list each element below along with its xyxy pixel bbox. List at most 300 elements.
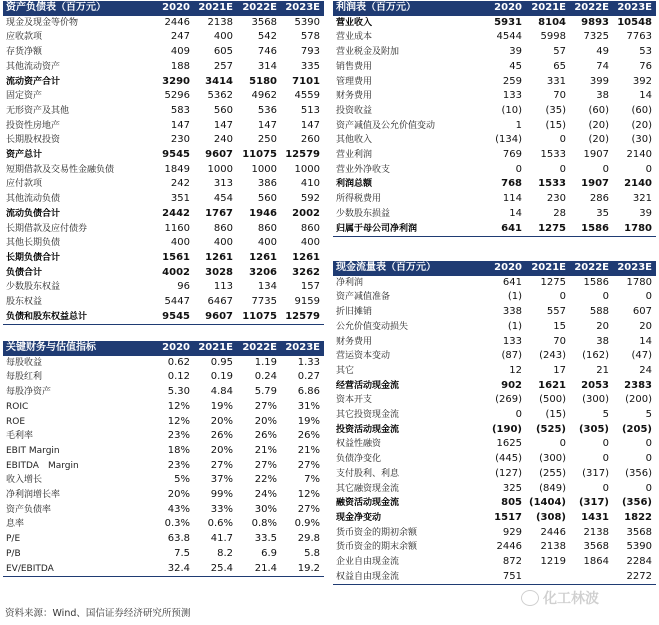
row-value: 1780 xyxy=(613,222,656,237)
row-value: 513 xyxy=(300,104,320,116)
row-value: 18% xyxy=(167,444,190,456)
row-label: 每股红利 xyxy=(6,372,43,383)
year-header: 2020 xyxy=(152,1,194,16)
row-label: 其他长期负债 xyxy=(6,238,61,249)
row-value: 0.24 xyxy=(254,371,277,383)
row-value: 3290 xyxy=(162,75,190,87)
row-value: 0.12 xyxy=(167,371,190,383)
row-value: 21% xyxy=(254,444,277,456)
row-value: 557 xyxy=(546,306,566,318)
row-value: 11075 xyxy=(237,310,281,325)
row-value: 2053 xyxy=(581,379,609,391)
table-row xyxy=(3,251,324,266)
row-label: 现金及现金等价物 xyxy=(6,17,79,28)
row-value: 27% xyxy=(297,459,320,471)
table-row xyxy=(3,222,324,237)
row-value: 392 xyxy=(632,75,652,87)
row-value: 400 xyxy=(300,237,320,249)
row-label: 营业成本 xyxy=(336,32,373,43)
row-value: 5.8 xyxy=(304,547,320,559)
income-statement-body xyxy=(333,16,656,237)
row-value xyxy=(526,570,570,585)
table-row xyxy=(3,89,324,104)
row-value: 3568 xyxy=(626,526,652,538)
row-value: 5180 xyxy=(249,75,277,87)
row-value: 3568 xyxy=(583,541,609,553)
table-row xyxy=(333,163,656,178)
table-row xyxy=(333,320,656,335)
table-row xyxy=(3,30,324,45)
table-row xyxy=(333,207,656,222)
row-value: 12 xyxy=(509,364,522,376)
row-label: 所得税费用 xyxy=(336,194,382,205)
year-header: 2022E xyxy=(570,1,613,16)
row-value: 751 xyxy=(484,570,526,585)
row-value: 4002 xyxy=(162,266,190,278)
table-row xyxy=(3,133,324,148)
table-row xyxy=(333,408,656,423)
row-value: (60) xyxy=(631,104,652,116)
row-label: 长期借款及应付债券 xyxy=(6,223,88,234)
row-value: 313 xyxy=(213,178,233,190)
row-value: 43% xyxy=(167,503,190,515)
table-row xyxy=(3,266,324,281)
row-value: 96 xyxy=(177,281,190,293)
row-value: 25.4 xyxy=(194,562,237,577)
table-row xyxy=(3,562,324,577)
row-value: 19.2 xyxy=(281,562,324,577)
source-note: 资料来源：Wind、国信证券经济研究所预测 xyxy=(5,608,191,619)
table-title: 资产负债表（百万元） xyxy=(3,1,152,16)
row-value: 542 xyxy=(257,31,277,43)
row-value: 2138 xyxy=(540,541,566,553)
row-value: 114 xyxy=(502,193,522,205)
row-value: (134) xyxy=(495,134,522,146)
row-value: 2138 xyxy=(207,16,233,28)
table-row xyxy=(3,385,324,400)
row-value: 26% xyxy=(210,430,233,442)
row-value: 929 xyxy=(502,526,522,538)
row-value: 331 xyxy=(546,75,566,87)
table-row xyxy=(3,400,324,415)
row-value: 29.8 xyxy=(297,533,320,545)
row-value: 10548 xyxy=(617,16,652,28)
row-value: 27% xyxy=(254,459,277,471)
row-value: 286 xyxy=(589,193,609,205)
row-value: 769 xyxy=(502,149,522,161)
row-value: (35) xyxy=(545,104,566,116)
row-value: 230 xyxy=(546,193,566,205)
row-value: 2140 xyxy=(626,149,652,161)
row-value: 19% xyxy=(297,415,320,427)
row-value: 5998 xyxy=(540,31,566,43)
row-label: 负债净变化 xyxy=(336,454,382,465)
table-row xyxy=(3,177,324,192)
row-value: (1404) xyxy=(529,497,566,509)
row-value: 26% xyxy=(254,430,277,442)
row-label: 无形资产及其他 xyxy=(6,105,70,116)
row-value: 400 xyxy=(213,31,233,43)
row-value: 19% xyxy=(210,400,233,412)
row-value: 26% xyxy=(297,430,320,442)
key-ratios-header xyxy=(3,341,324,356)
row-value: 39 xyxy=(639,207,652,219)
table-row xyxy=(333,437,656,452)
row-value: 49 xyxy=(596,46,609,58)
row-value: 0.19 xyxy=(210,371,233,383)
row-value: 641 xyxy=(502,276,522,288)
row-label: P/E xyxy=(6,534,21,545)
row-value: 5390 xyxy=(626,541,652,553)
row-label: 公允价值变动损失 xyxy=(336,321,409,332)
row-value: 0 xyxy=(559,134,566,146)
row-value: 20% xyxy=(254,415,277,427)
year-header: 2021E xyxy=(194,1,237,16)
row-value: 0 xyxy=(602,163,609,175)
row-value: 2446 xyxy=(540,526,566,538)
table-row xyxy=(333,393,656,408)
row-value: 1 xyxy=(515,119,522,131)
row-label: 每股收益 xyxy=(6,357,43,368)
row-value: 5931 xyxy=(494,16,522,28)
row-label: 货币资金的期初余额 xyxy=(336,527,418,538)
table-row xyxy=(3,192,324,207)
table-row xyxy=(333,540,656,555)
row-value: 1849 xyxy=(164,163,190,175)
year-header: 2023E xyxy=(613,261,656,276)
table-row xyxy=(3,207,324,222)
row-label: P/B xyxy=(6,548,21,559)
row-value: 5390 xyxy=(294,16,320,28)
year-header: 2022E xyxy=(570,261,613,276)
row-value: 5 xyxy=(645,409,652,421)
row-label: 货币资金的期末余额 xyxy=(336,542,418,553)
row-value: (243) xyxy=(539,350,566,362)
row-label: 经营活动现金流 xyxy=(336,380,400,391)
table-row xyxy=(3,356,324,371)
row-label: 融资活动现金流 xyxy=(336,498,400,509)
table-title: 现金流量表（百万元） xyxy=(333,261,484,276)
row-value: 409 xyxy=(170,46,190,58)
row-value: 1261 xyxy=(249,251,277,263)
row-label: 其他收入 xyxy=(336,135,373,146)
row-value: 1000 xyxy=(251,163,277,175)
row-value: 4559 xyxy=(294,90,320,102)
table-row xyxy=(333,276,656,291)
table-row xyxy=(333,104,656,119)
row-value: 0.9% xyxy=(294,518,320,530)
row-value: 24% xyxy=(254,489,277,501)
row-value: (200) xyxy=(625,394,652,406)
row-value: 1822 xyxy=(624,511,652,523)
row-value: 0 xyxy=(602,291,609,303)
row-value: 2284 xyxy=(626,556,652,568)
table-row xyxy=(3,295,324,310)
row-value: 6.9 xyxy=(261,547,277,559)
row-value: 20% xyxy=(210,444,233,456)
row-value: 0.3% xyxy=(164,518,190,530)
table-row xyxy=(3,60,324,75)
row-value: 242 xyxy=(170,178,190,190)
row-value: 20% xyxy=(167,489,190,501)
row-value: 1.33 xyxy=(297,356,320,368)
row-label: EBITDA Margin xyxy=(6,460,79,471)
balance-sheet-body xyxy=(3,16,324,325)
row-value: 5.30 xyxy=(167,386,190,398)
row-label: 现金净变动 xyxy=(336,512,382,523)
row-value: 0 xyxy=(602,453,609,465)
row-label: 管理费用 xyxy=(336,76,373,87)
row-value: 536 xyxy=(257,104,277,116)
row-value: 0 xyxy=(645,453,652,465)
table-row xyxy=(333,60,656,75)
table-row xyxy=(333,305,656,320)
table-row xyxy=(333,335,656,350)
row-value: 1000 xyxy=(294,163,320,175)
row-value: 4544 xyxy=(496,31,522,43)
row-value: 4962 xyxy=(251,90,277,102)
row-value: (305) xyxy=(578,423,609,435)
row-value: 860 xyxy=(213,222,233,234)
row-value: 400 xyxy=(213,237,233,249)
row-label: 资产减值准备 xyxy=(336,292,391,303)
row-value: 5362 xyxy=(207,90,233,102)
row-value: 4.84 xyxy=(210,386,233,398)
row-label: 折旧摊销 xyxy=(336,307,373,318)
table-row xyxy=(333,177,656,192)
row-value: 1517 xyxy=(494,511,522,523)
row-value: 1907 xyxy=(581,178,609,190)
row-value: 12% xyxy=(167,400,190,412)
row-value: 1586 xyxy=(570,222,613,237)
row-value: 2002 xyxy=(292,207,320,219)
row-value: (20) xyxy=(631,119,652,131)
row-value: (10) xyxy=(501,104,522,116)
year-header: 2022E xyxy=(237,341,281,356)
row-label: ROIC xyxy=(6,401,29,412)
row-value: 9159 xyxy=(294,296,320,308)
row-value: 0 xyxy=(559,438,566,450)
row-value: 8.2 xyxy=(217,547,233,559)
row-label: ROE xyxy=(6,416,26,427)
row-value: (205) xyxy=(621,423,652,435)
row-value: 578 xyxy=(300,31,320,43)
table-row xyxy=(3,280,324,295)
row-value: 410 xyxy=(300,178,320,190)
row-value: 247 xyxy=(170,31,190,43)
row-value: 1533 xyxy=(540,149,566,161)
table-row xyxy=(333,349,656,364)
row-value: (127) xyxy=(495,467,522,479)
row-value: 5% xyxy=(174,474,190,486)
key-ratios-body xyxy=(3,356,324,577)
row-value: 38 xyxy=(596,90,609,102)
row-value: 53 xyxy=(639,46,652,58)
row-value: 1533 xyxy=(538,178,566,190)
balance-sheet-table xyxy=(3,1,324,325)
table-row xyxy=(3,16,324,31)
row-label: 少数股东权益 xyxy=(6,282,61,293)
row-value: 9545 xyxy=(152,310,194,325)
row-label: 资产负债率 xyxy=(6,504,52,515)
row-value: 22% xyxy=(254,474,277,486)
row-value: 20% xyxy=(210,415,233,427)
row-value: 607 xyxy=(632,306,652,318)
row-value: 21% xyxy=(297,444,320,456)
row-value: 0.95 xyxy=(210,356,233,368)
row-value: 1946 xyxy=(249,207,277,219)
row-value: 746 xyxy=(257,46,277,58)
table-row xyxy=(333,570,656,585)
row-value: 7% xyxy=(304,474,320,486)
row-label: 营业收入 xyxy=(336,17,373,28)
table-row xyxy=(333,526,656,541)
row-value: 793 xyxy=(300,46,320,58)
row-label: 支付股利、利息 xyxy=(336,468,400,479)
row-value: 147 xyxy=(170,119,190,131)
row-label: 其它 xyxy=(336,365,355,376)
row-value: 2446 xyxy=(496,541,522,553)
row-value: 14 xyxy=(509,207,522,219)
row-value: 99% xyxy=(210,489,233,501)
row-value: 902 xyxy=(501,379,522,391)
row-label: 流动负债合计 xyxy=(6,208,61,219)
row-label: 存货净额 xyxy=(6,47,43,58)
row-label: 收入增长 xyxy=(6,475,43,486)
table-row xyxy=(333,222,656,237)
row-value: 325 xyxy=(502,482,522,494)
row-value: 1000 xyxy=(207,163,233,175)
row-value: (317) xyxy=(582,467,609,479)
row-value: 65 xyxy=(553,60,566,72)
row-label: EBIT Margin xyxy=(6,445,60,456)
row-value: 32.4 xyxy=(152,562,194,577)
row-value: 3028 xyxy=(205,266,233,278)
row-value: 12579 xyxy=(281,310,324,325)
row-label: 固定资产 xyxy=(6,91,43,102)
row-label: 投资性房地产 xyxy=(6,120,61,131)
row-value: 1907 xyxy=(583,149,609,161)
row-value: 12% xyxy=(297,489,320,501)
year-header: 2021E xyxy=(194,341,237,356)
row-value: 1261 xyxy=(292,251,320,263)
row-value: 3414 xyxy=(205,75,233,87)
row-value: 12579 xyxy=(285,149,320,161)
table-row xyxy=(333,482,656,497)
row-value: 351 xyxy=(170,193,190,205)
row-value: 5296 xyxy=(164,90,190,102)
row-value: 30% xyxy=(254,503,277,515)
row-label: 其他流动负债 xyxy=(6,194,61,205)
row-label: 短期借款及交易性金融负债 xyxy=(6,164,115,175)
row-value: 2138 xyxy=(583,526,609,538)
year-header: 2020 xyxy=(484,1,526,16)
row-value: 147 xyxy=(300,119,320,131)
row-value: 1561 xyxy=(162,251,190,263)
row-value: 338 xyxy=(502,306,522,318)
row-value: 335 xyxy=(300,60,320,72)
table-row xyxy=(333,452,656,467)
table-row xyxy=(3,517,324,532)
table-row xyxy=(333,511,656,526)
table-row xyxy=(3,163,324,178)
row-value: 57 xyxy=(553,46,566,58)
table-row xyxy=(3,104,324,119)
row-value: 2272 xyxy=(613,570,656,585)
row-value: 9545 xyxy=(162,149,190,161)
wechat-icon xyxy=(521,590,539,606)
balance-sheet-header xyxy=(3,1,324,16)
row-value: 14 xyxy=(639,90,652,102)
table-row xyxy=(3,119,324,134)
row-label: 少数股东损益 xyxy=(336,208,391,219)
row-value: 9607 xyxy=(194,310,237,325)
row-value: 2446 xyxy=(164,16,190,28)
row-value: (1) xyxy=(507,291,522,303)
row-value: 3206 xyxy=(249,266,277,278)
table-row xyxy=(333,75,656,90)
row-value: 7735 xyxy=(251,296,277,308)
table-row xyxy=(3,488,324,503)
row-label: 每股净资产 xyxy=(6,387,52,398)
row-value: 1767 xyxy=(205,207,233,219)
row-label: 长期负债合计 xyxy=(6,252,61,263)
row-value: 860 xyxy=(300,222,320,234)
row-value: (255) xyxy=(539,467,566,479)
row-value: 259 xyxy=(502,75,522,87)
row-value: 20 xyxy=(596,320,609,332)
row-value: 400 xyxy=(170,237,190,249)
row-value: (190) xyxy=(491,423,522,435)
row-label: 负债合计 xyxy=(6,267,43,278)
cash-flow-header xyxy=(333,261,656,276)
income-statement-table xyxy=(333,1,656,237)
table-row xyxy=(333,364,656,379)
row-label: 营业利润 xyxy=(336,150,373,161)
row-value: 400 xyxy=(257,237,277,249)
table-row xyxy=(3,415,324,430)
table-row xyxy=(333,192,656,207)
row-value: 39 xyxy=(509,46,522,58)
row-value: (15) xyxy=(545,409,566,421)
row-value: 0 xyxy=(559,163,566,175)
table-row xyxy=(333,290,656,305)
row-label: 其它投资现金流 xyxy=(336,410,400,421)
row-value: 260 xyxy=(300,134,320,146)
table-row xyxy=(333,133,656,148)
watermark-text: 化工林波 xyxy=(543,591,599,607)
row-value: 0 xyxy=(515,409,522,421)
table-row xyxy=(333,45,656,60)
row-label: 资本开支 xyxy=(336,395,373,406)
row-value: 1864 xyxy=(583,556,609,568)
row-value: 5 xyxy=(602,409,609,421)
row-label: 营业税金及附加 xyxy=(336,47,400,58)
row-value: (30) xyxy=(631,134,652,146)
row-value: 257 xyxy=(213,60,233,72)
row-value: 1621 xyxy=(538,379,566,391)
row-value: 20 xyxy=(639,320,652,332)
row-value: 7101 xyxy=(292,75,320,87)
row-value: 0 xyxy=(602,482,609,494)
row-value: 27% xyxy=(254,400,277,412)
income-statement-header xyxy=(333,1,656,16)
row-value: 38 xyxy=(596,335,609,347)
row-value: (525) xyxy=(535,423,566,435)
table-row xyxy=(3,532,324,547)
row-value: 399 xyxy=(589,75,609,87)
cash-flow-table xyxy=(333,261,656,585)
